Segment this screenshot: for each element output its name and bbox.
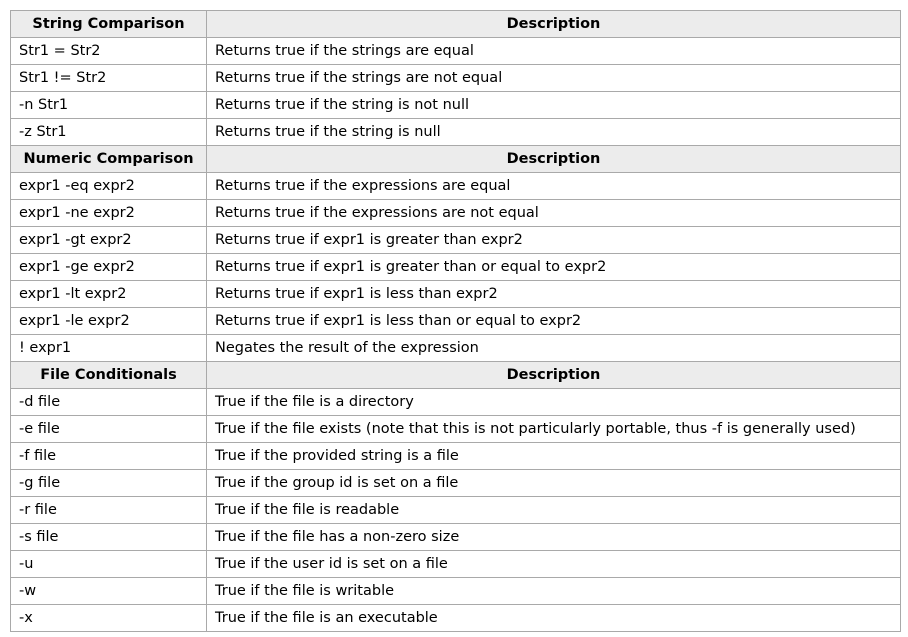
- operator-cell: Str1 != Str2: [11, 65, 207, 92]
- description-cell: True if the file exists (note that this is not particularly portable, thus -f is generally used): [207, 416, 901, 443]
- operator-cell: expr1 -le expr2: [11, 308, 207, 335]
- section-title: File Conditionals: [11, 362, 207, 389]
- description-cell: Returns true if the strings are equal: [207, 38, 901, 65]
- operator-cell: -u: [11, 551, 207, 578]
- description-cell: Returns true if expr1 is greater than expr2: [207, 227, 901, 254]
- description-header: Description: [207, 146, 901, 173]
- table-row: [11, 254, 901, 281]
- section-title: Numeric Comparison: [11, 146, 207, 173]
- description-cell: True if the user id is set on a file: [207, 551, 901, 578]
- operator-cell: ! expr1: [11, 335, 207, 362]
- operator-cell: -z Str1: [11, 119, 207, 146]
- conditionals-table: [10, 10, 901, 632]
- description-cell: Returns true if the expressions are not equal: [207, 200, 901, 227]
- operator-cell: -w: [11, 578, 207, 605]
- table-row: [11, 200, 901, 227]
- description-header: Description: [207, 11, 901, 38]
- table-row: [11, 308, 901, 335]
- table-row: [11, 227, 901, 254]
- table-row: [11, 578, 901, 605]
- description-cell: Returns true if expr1 is greater than or equal to expr2: [207, 254, 901, 281]
- operator-cell: -r file: [11, 497, 207, 524]
- conditionals-table-body: [11, 11, 901, 632]
- description-cell: Negates the result of the expression: [207, 335, 901, 362]
- table-row: [11, 551, 901, 578]
- description-cell: Returns true if the strings are not equal: [207, 65, 901, 92]
- operator-cell: -s file: [11, 524, 207, 551]
- description-cell: True if the file is a directory: [207, 389, 901, 416]
- description-cell: True if the file is readable: [207, 497, 901, 524]
- operator-cell: -f file: [11, 443, 207, 470]
- table-row: [11, 38, 901, 65]
- table-row: [11, 416, 901, 443]
- operator-cell: Str1 = Str2: [11, 38, 207, 65]
- operator-cell: expr1 -eq expr2: [11, 173, 207, 200]
- section-header-row: [11, 146, 901, 173]
- operator-cell: expr1 -ge expr2: [11, 254, 207, 281]
- table-row: [11, 524, 901, 551]
- operator-cell: expr1 -ne expr2: [11, 200, 207, 227]
- table-row: [11, 605, 901, 632]
- operator-cell: expr1 -gt expr2: [11, 227, 207, 254]
- table-row: [11, 335, 901, 362]
- description-cell: Returns true if the expressions are equal: [207, 173, 901, 200]
- table-row: [11, 497, 901, 524]
- table-row: [11, 92, 901, 119]
- description-cell: True if the group id is set on a file: [207, 470, 901, 497]
- description-cell: Returns true if expr1 is less than expr2: [207, 281, 901, 308]
- operator-cell: -n Str1: [11, 92, 207, 119]
- operator-cell: -x: [11, 605, 207, 632]
- table-row: [11, 443, 901, 470]
- operator-cell: -g file: [11, 470, 207, 497]
- description-cell: True if the provided string is a file: [207, 443, 901, 470]
- operator-cell: -e file: [11, 416, 207, 443]
- description-cell: True if the file has a non-zero size: [207, 524, 901, 551]
- table-row: [11, 281, 901, 308]
- operator-cell: -d file: [11, 389, 207, 416]
- description-cell: True if the file is an executable: [207, 605, 901, 632]
- description-cell: Returns true if the string is null: [207, 119, 901, 146]
- description-header: Description: [207, 362, 901, 389]
- table-row: [11, 389, 901, 416]
- description-cell: Returns true if expr1 is less than or equal to expr2: [207, 308, 901, 335]
- section-title: String Comparison: [11, 11, 207, 38]
- section-header-row: [11, 362, 901, 389]
- table-row: [11, 119, 901, 146]
- operator-cell: expr1 -lt expr2: [11, 281, 207, 308]
- description-cell: True if the file is writable: [207, 578, 901, 605]
- table-row: [11, 65, 901, 92]
- description-cell: Returns true if the string is not null: [207, 92, 901, 119]
- table-row: [11, 173, 901, 200]
- section-header-row: [11, 11, 901, 38]
- table-row: [11, 470, 901, 497]
